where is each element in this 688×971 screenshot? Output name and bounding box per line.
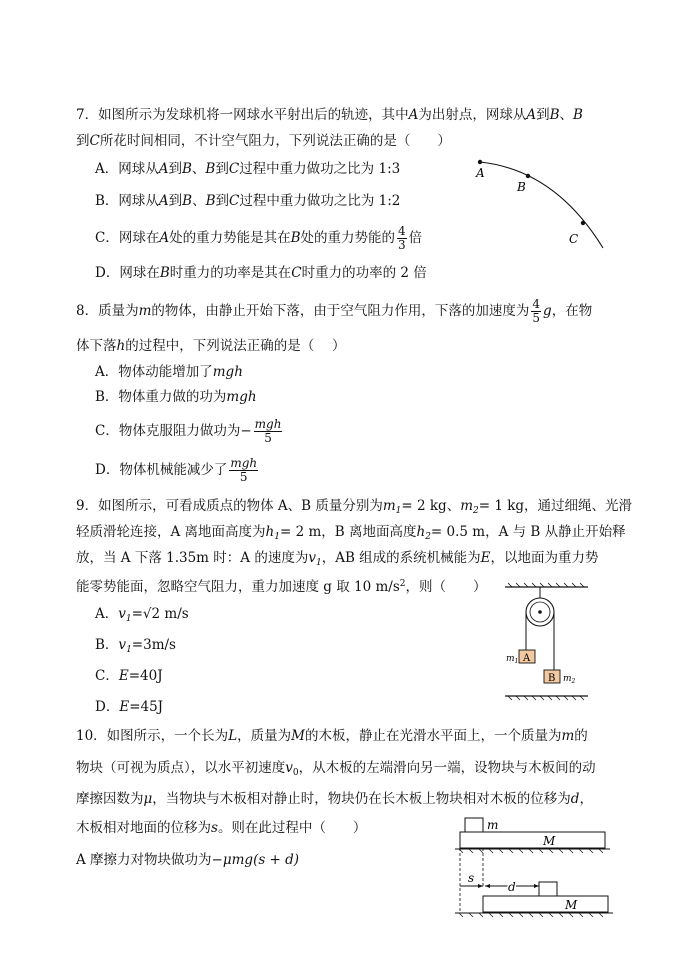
q7-var-b: B [549, 107, 560, 123]
fraction [254, 418, 283, 445]
var-m1: m [382, 498, 396, 514]
q10-text: 摩擦因数为 [76, 791, 144, 807]
m2-letter: m [563, 674, 572, 684]
block-b-label: B [548, 673, 556, 684]
expr: −μmg(s + d) [211, 852, 300, 868]
q7-line1 [76, 105, 583, 125]
subscript: 1 [315, 558, 322, 568]
opt-text: =3m/s [131, 637, 176, 653]
board-mass-label: M [543, 834, 556, 848]
fraction [397, 225, 407, 252]
fraction-numerator: 4 [398, 224, 406, 238]
fraction-denominator: 5 [532, 311, 541, 325]
m2-subscript: 2 [571, 678, 576, 685]
m1-subscript: 1 [514, 658, 519, 665]
q10-text: ，质量为 [237, 728, 292, 744]
q7-var-c: C [89, 133, 100, 149]
q10-line4 [76, 818, 366, 838]
opt-text: 到 [168, 161, 182, 177]
point-a [478, 160, 482, 164]
fraction-numerator: mgh [230, 456, 258, 470]
q9-text: = 2 m，B 离地面高度 [279, 524, 417, 540]
q9-pulley-figure [500, 582, 605, 704]
fraction-denominator: 3 [398, 238, 406, 252]
fraction-numerator: 4 [532, 297, 541, 311]
var-v0: v [285, 760, 293, 776]
q7-var-b: B [573, 107, 583, 123]
opt-text: =45J [129, 699, 164, 715]
fraction-denominator: 5 [239, 470, 248, 484]
var-b: B [205, 193, 216, 209]
subscript: 2 [425, 532, 431, 542]
q9-option-a [95, 604, 189, 629]
s-label: s [468, 871, 475, 885]
q8-option-b [95, 387, 257, 407]
expr: mgh [212, 364, 243, 380]
fraction-denominator: 5 [264, 431, 272, 445]
q7-option-c [95, 225, 422, 252]
fraction [531, 298, 541, 325]
var-m: m [138, 303, 152, 319]
q9-line1 [76, 496, 632, 521]
q8-line1 [76, 298, 592, 325]
var-v: v [118, 637, 127, 653]
block-initial [465, 818, 483, 832]
q7-trajectory-figure [465, 150, 615, 255]
block-mass-label: m [487, 818, 499, 832]
opt-text: 、 [191, 161, 206, 177]
opt-text: 过程中重力做功之比为 1:2 [239, 193, 401, 209]
opt-text: 到 [215, 193, 230, 209]
opt-text: 时重力的功率是其在 [169, 265, 292, 281]
var-m-big: M [291, 728, 305, 744]
var-v: v [118, 606, 126, 622]
q9-text: 放，当 A 下落 1.35m 时：A 的速度为 [76, 550, 309, 566]
q8-text: 的物体，由静止开始下落，由于空气阻力作用，下落的加速度为 [151, 303, 530, 319]
var-a: A [158, 161, 169, 177]
q8-text: ，在物 [551, 303, 593, 319]
opt-text: D．物体机械能减少了 [95, 462, 228, 478]
q7-text: 7．如图所示为发球机将一网球水平射出后的轨迹，其中 [76, 107, 409, 123]
q9-line3 [76, 548, 599, 573]
var-b: B [182, 161, 192, 177]
m2-label [563, 674, 576, 685]
expr: mgh [226, 389, 257, 405]
q9-text: ，则（ ） [405, 579, 487, 595]
d-label: d [508, 880, 516, 894]
d-arrowhead-left [485, 884, 490, 888]
q10-text: 10．如图所示，一个长为 [76, 728, 229, 744]
q7-var-a: A [526, 107, 537, 123]
var-h1: h [265, 524, 275, 540]
q8-option-a [95, 362, 243, 382]
subscript: 1 [395, 506, 402, 516]
opt-text: 、 [192, 193, 206, 209]
q7-text: 为出射点，网球从 [418, 107, 527, 123]
minus-sign: − [240, 423, 252, 439]
var-b: B [159, 265, 170, 281]
q8-text: 8．质量为 [76, 303, 139, 319]
label-c: C [569, 232, 579, 246]
q7-text: 所花时间相同，不计空气阻力，下列说法正确的是（ ） [99, 133, 451, 149]
q7-text: 到 [536, 107, 550, 123]
q10-text: 的木板，静止在光滑水平面上，一个质量为 [304, 728, 562, 744]
q9-option-b [95, 635, 176, 660]
opt-text: 到 [215, 161, 229, 177]
q7-text: 、 [559, 107, 574, 123]
opt-text: =40J [128, 668, 163, 684]
opt-text: A． [95, 606, 119, 622]
q8-text: 的过程中，下列说法正确的是（ ） [125, 338, 346, 354]
q7-option-d [95, 263, 427, 283]
m1-letter: m [506, 654, 515, 664]
superscript: 2 [399, 579, 406, 589]
opt-text: 时重力的功率的 2 倍 [301, 265, 427, 281]
opt-text: A 摩擦力对物块做功为 [76, 852, 212, 868]
opt-text: B．物体重力做的功为 [95, 389, 227, 405]
var-s: s [211, 820, 218, 836]
pulley-axle [538, 610, 542, 614]
opt-text: =√2 m/s [131, 606, 189, 622]
opt-text: A．网球从 [95, 161, 159, 177]
q9-option-d [95, 697, 163, 717]
q8-option-c [95, 417, 284, 445]
q10-option-a [76, 850, 299, 870]
var-e: E [118, 668, 129, 684]
label-b: B [517, 180, 526, 194]
subscript: 1 [274, 532, 280, 542]
subscript: 2 [473, 506, 479, 516]
q10-text: ，从木板的左端滑向另一端，设物块与木板间的动 [298, 760, 596, 776]
q9-line4 [76, 574, 487, 597]
var-h: h [116, 338, 126, 354]
fraction [229, 457, 258, 484]
surface-top-hatch [459, 849, 603, 853]
q7-option-a [95, 159, 400, 179]
q10-text: 。则在此过程中（ ） [217, 820, 367, 836]
d-arrowhead-right [534, 884, 539, 888]
subscript: 1 [125, 614, 132, 624]
label-a: A [476, 166, 485, 180]
var-e: E [119, 699, 130, 715]
trajectory-curve [480, 162, 603, 248]
board-final [483, 896, 608, 912]
opt-text: C．网球在 [95, 230, 160, 246]
q9-text: ，以地面为重力势 [490, 550, 599, 566]
q10-text: 物块（可视为质点），以水平初速度 [76, 760, 286, 776]
var-a: A [158, 193, 169, 209]
var-a: A [159, 230, 170, 246]
var-c: C [228, 161, 240, 177]
point-b [526, 174, 530, 178]
q9-text: = 1 kg，通过细绳、光滑 [478, 498, 633, 514]
opt-text: B． [95, 637, 119, 653]
q8-line2 [76, 336, 346, 356]
q7-line2 [76, 131, 451, 151]
fraction-numerator: mgh [254, 417, 282, 431]
opt-text: B．网球从 [95, 193, 159, 209]
q9-option-c [95, 666, 163, 686]
subscript: 0 [292, 768, 299, 778]
opt-text: C． [95, 668, 119, 684]
q9-text: 能零势能面，忽略空气阻力，重力加速度 g 取 10 m/s [76, 579, 400, 595]
q9-text: ，AB 组成的系统机械能为 [321, 550, 481, 566]
opt-text: 倍 [408, 230, 423, 246]
var-c: C [229, 193, 240, 209]
var-g: g [543, 303, 552, 319]
q10-line1 [76, 726, 588, 746]
block-a-label: A [523, 653, 531, 664]
opt-text: D． [95, 699, 120, 715]
s-arrowhead [478, 884, 483, 888]
q10-board-figure [455, 812, 615, 924]
q7-text: 到 [76, 133, 90, 149]
opt-text: A．物体动能增加了 [95, 364, 213, 380]
q10-line2 [76, 758, 596, 783]
var-m2: m [460, 498, 474, 514]
var-e: E [480, 550, 491, 566]
point-c [581, 221, 585, 225]
m1-label [506, 654, 518, 665]
board-final-label: M [565, 898, 578, 912]
opt-text: 到 [168, 193, 183, 209]
opt-text: 处的重力势能是其在 [169, 230, 291, 246]
q8-text: 体下落 [76, 338, 117, 354]
var-b: B [290, 230, 301, 246]
var-mu: μ [143, 791, 153, 807]
q9-text: 轻质滑轮连接，A 离地面高度为 [76, 524, 266, 540]
q10-text: ，当物块与木板相对静止时，物块仍在长木板上物块相对木板的位移为 [152, 791, 571, 807]
q9-text: = 2 kg、 [401, 498, 461, 514]
q10-text: 的 [574, 728, 588, 744]
q9-line2 [76, 522, 626, 547]
q10-text: 木板相对地面的位移为 [76, 820, 211, 836]
q8-option-d [95, 456, 260, 484]
q7-option-b [95, 191, 400, 211]
var-d: d [570, 791, 580, 807]
var-l: L [228, 728, 238, 744]
block-final [539, 882, 557, 896]
q9-text: 9．如图所示，可看成质点的物体 A、B 质量分别为 [76, 498, 383, 514]
q7-var-a: A [408, 107, 419, 123]
var-v1: v [308, 550, 316, 566]
q10-text: ， [579, 791, 593, 807]
var-b: B [205, 161, 216, 177]
opt-text: 过程中重力做功之比为 1:3 [239, 161, 401, 177]
q9-text: = 0.5 m，A 与 B 从静止开始释 [430, 524, 626, 540]
surface-bottom-hatch [459, 913, 603, 917]
q10-line3 [76, 789, 593, 809]
opt-text: 处的重力势能的 [300, 230, 396, 246]
board-initial [460, 832, 605, 848]
var-b: B [182, 193, 193, 209]
opt-text: C．物体克服阻力做功为 [95, 423, 241, 439]
var-h2: h [416, 524, 426, 540]
var-m: m [561, 728, 575, 744]
opt-text: D．网球在 [95, 265, 160, 281]
subscript: 1 [126, 645, 132, 655]
var-c: C [291, 265, 302, 281]
